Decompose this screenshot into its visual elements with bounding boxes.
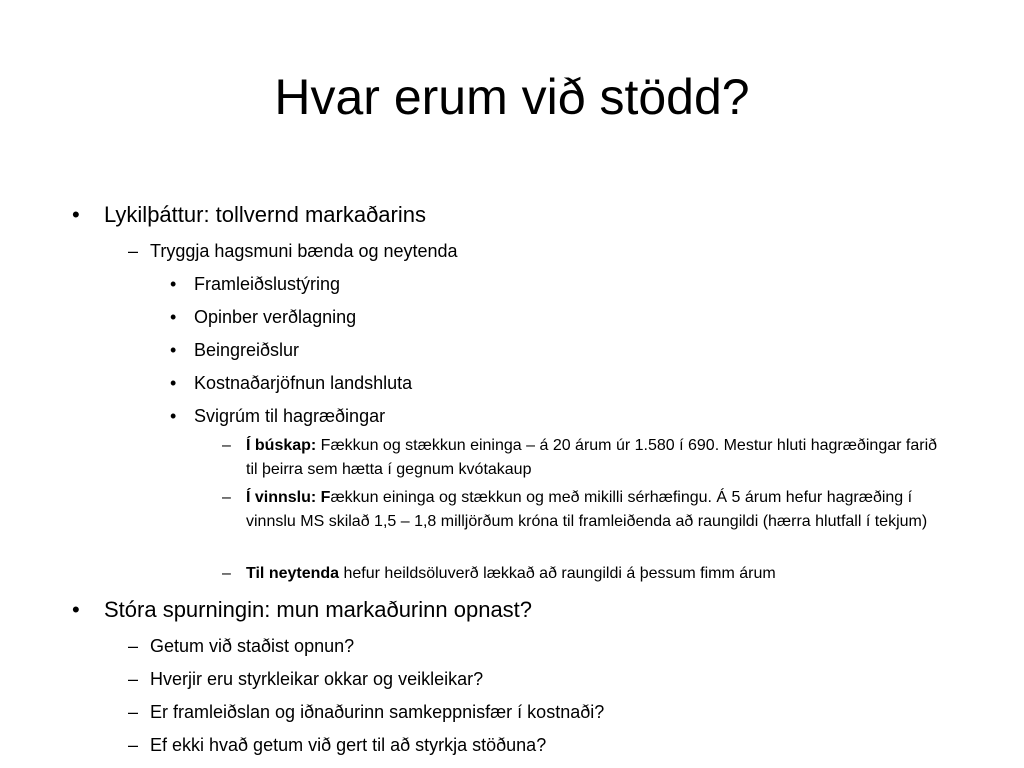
bullet-text: Lykilþáttur: tollvernd markaðarins — [104, 202, 426, 227]
bullet-marker: • — [72, 597, 80, 622]
bold-label: Til neytenda — [246, 565, 340, 582]
bullet-text: Hverjir eru styrkleikar okkar og veikleikar? — [150, 669, 484, 689]
bullet-text — [246, 486, 946, 534]
bullet-text: Tryggja hagsmuni bænda og neytenda — [150, 241, 458, 261]
bullet-text: Opinber verðlagning — [194, 307, 357, 327]
bullet-text — [246, 562, 946, 586]
dash-marker: – — [128, 241, 139, 261]
bullet-marker: • — [170, 340, 177, 360]
body-text: hefur heildsöluverð lækkað að raungildi á þessum fimm árum — [339, 565, 776, 582]
dash-marker: – — [128, 669, 139, 689]
bullet-text: Kostnaðarjöfnun landshluta — [194, 373, 413, 393]
bullet-text: Ef ekki hvað getum við gert til að styrkja stöðuna? — [150, 735, 547, 755]
bullet-text — [246, 434, 946, 482]
dash-marker: – — [128, 702, 139, 722]
bullet-text: Er framleiðslan og iðnaðurinn samkeppnisfær í kostnaði? — [150, 702, 605, 722]
bullet-text: Framleiðslustýring — [194, 274, 341, 294]
bullet-text: Getum við staðist opnun? — [150, 636, 355, 656]
dash-marker: – — [128, 735, 139, 755]
bold-label: Í vinnslu: F — [246, 489, 331, 506]
body-text: Fækkun og stækkun eininga – á 20 árum úr 1.580 í 690. Mestur hluti hagræðingar farið til þeirra sem hætta í gegnum kvótakaup — [246, 437, 938, 478]
bullet-text: Svigrúm til hagræðingar — [194, 406, 386, 426]
bullet-text: Beingreiðslur — [194, 340, 300, 360]
dash-marker: – — [222, 565, 231, 582]
dash-marker: – — [222, 437, 231, 454]
dash-marker: – — [222, 489, 231, 506]
bullet-text: Stóra spurningin: mun markaðurinn opnast? — [104, 597, 533, 622]
bullet-marker: • — [170, 373, 177, 393]
slide-title: Hvar erum við stödd? — [274, 69, 750, 125]
bullet-marker: • — [170, 274, 177, 294]
bold-label: Í búskap: — [246, 437, 317, 454]
bullet-marker: • — [170, 406, 177, 426]
body-text: ækkun eininga og stækkun og með mikilli sérhæfingu. Á 5 árum hefur hagræðing í vinnslu MS skilað 1,5 – 1,8 milljörðum króna til framleiðenda að raungildi (hærra hlutfall í tekjum) — [246, 489, 928, 530]
dash-marker: – — [128, 636, 139, 656]
bullet-marker: • — [72, 202, 80, 227]
bullet-marker: • — [170, 307, 177, 327]
